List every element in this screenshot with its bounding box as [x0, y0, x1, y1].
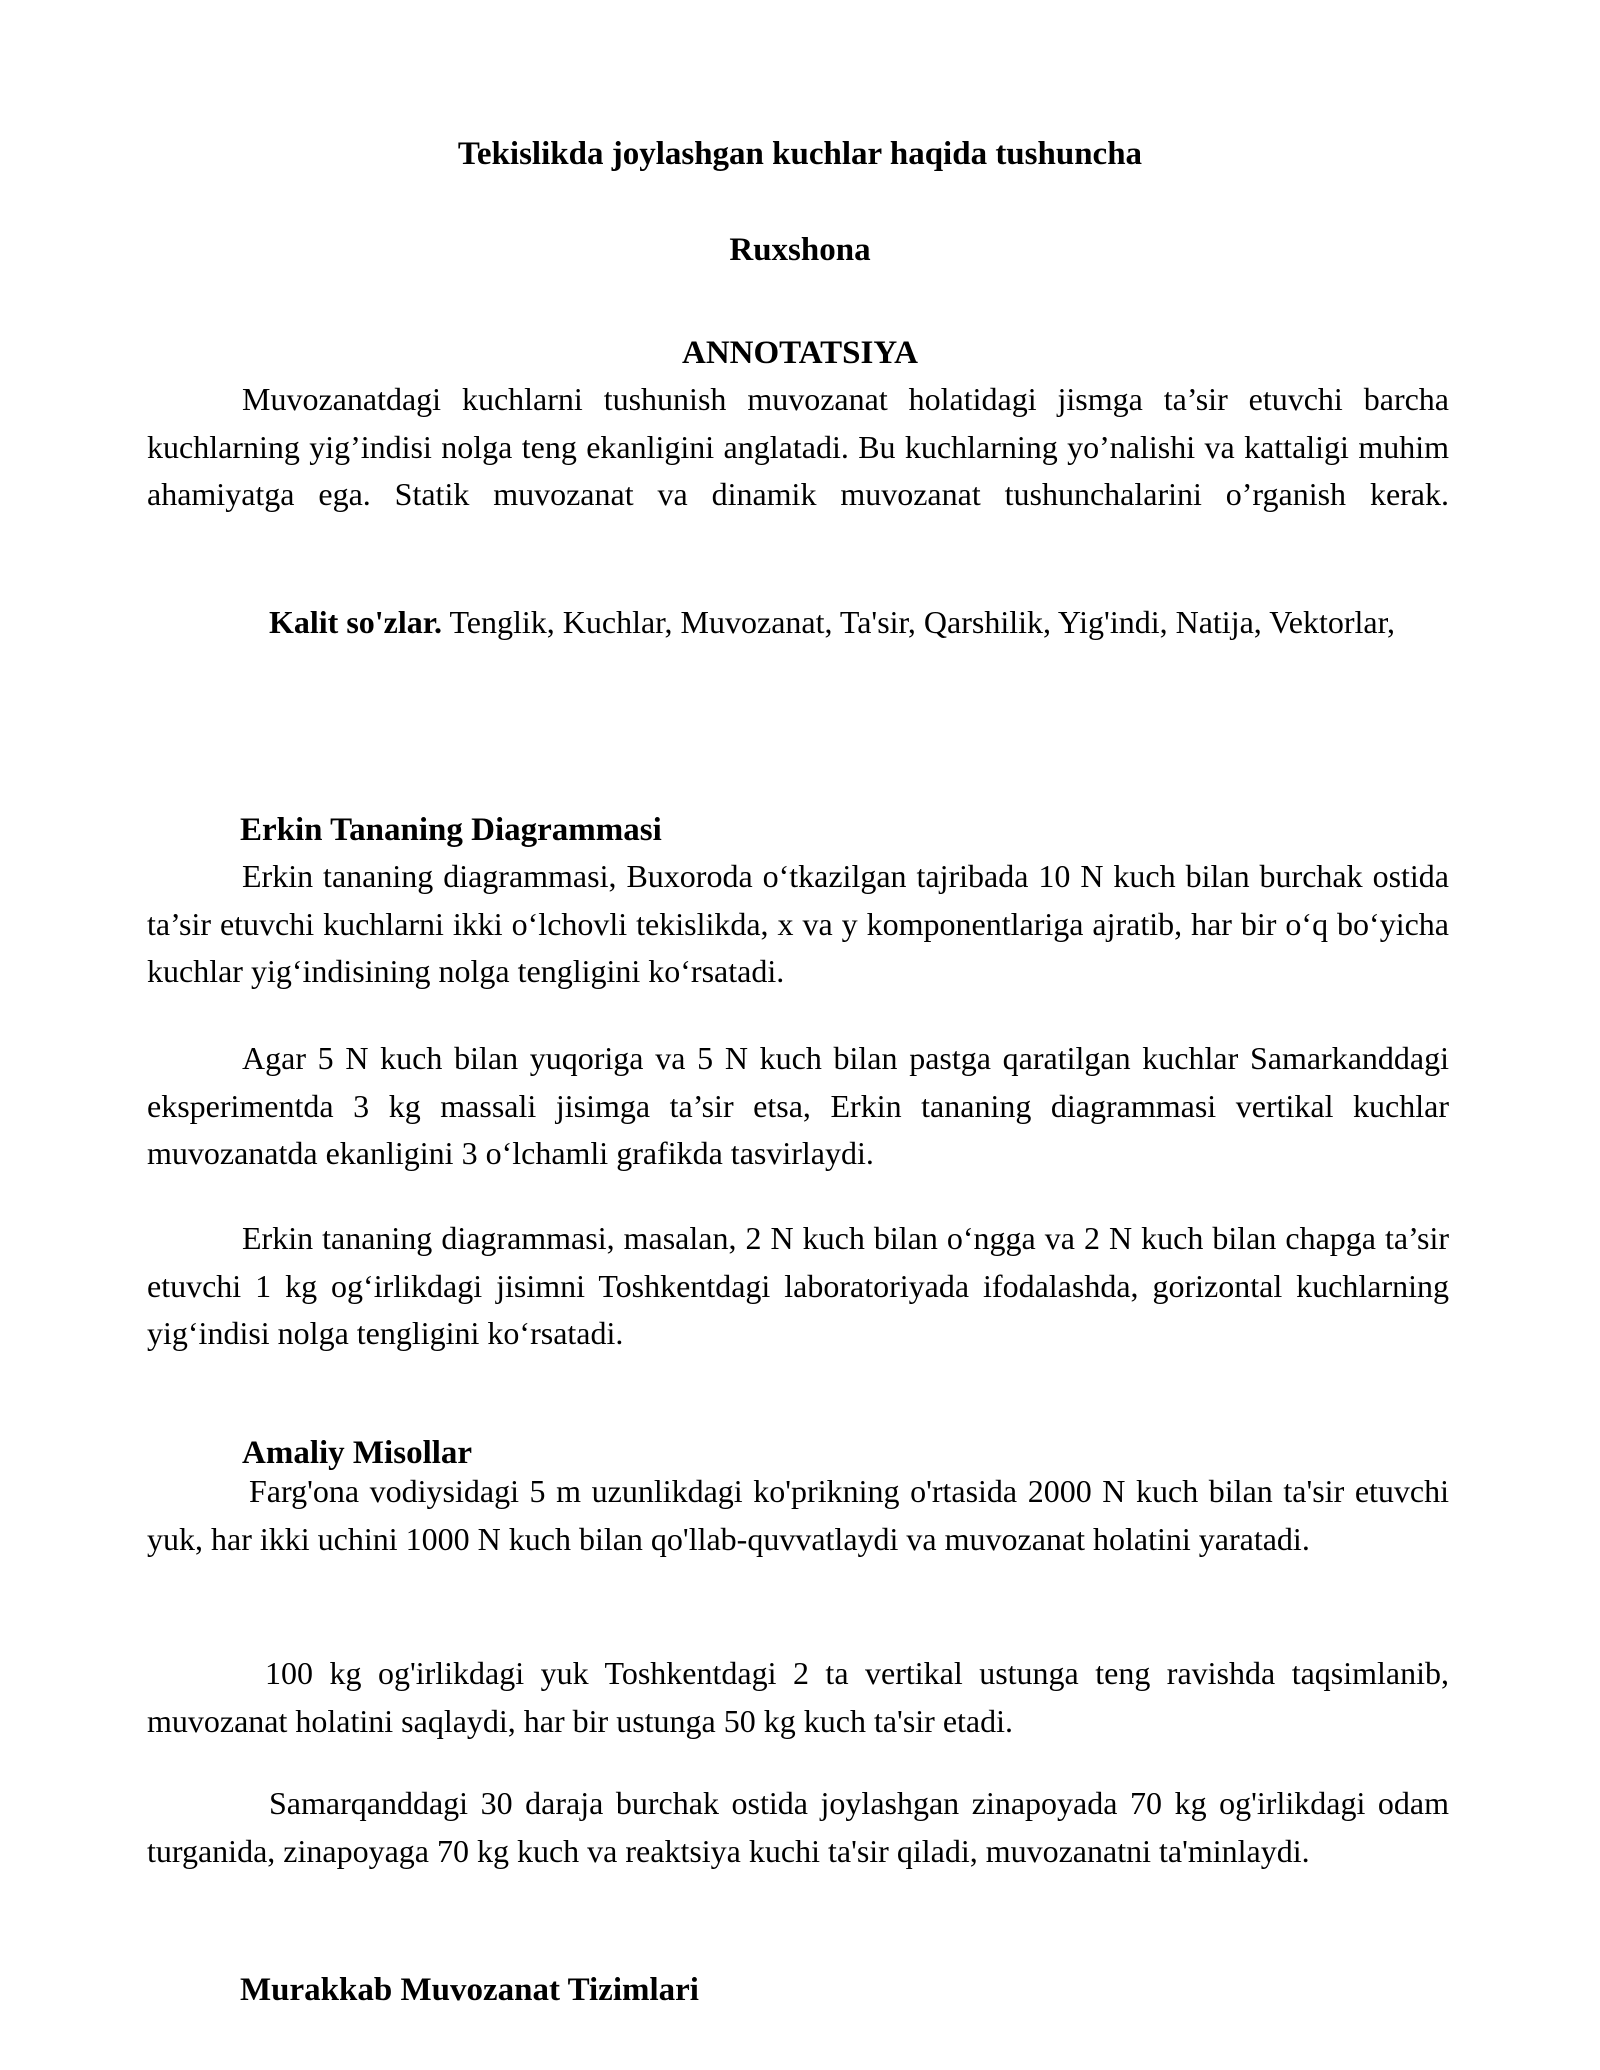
section-heading: Erkin Tananing Diagrammasi: [240, 812, 662, 848]
section-heading: Amaliy Misollar: [242, 1435, 473, 1471]
section-paragraph: Agar 5 N kuch bilan yuqoriga va 5 N kuch bilan pastga qaratilgan kuchlar Samarkanddagi eksperimentda 3 kg massali jisimga ta’sir etsa, Erkin tananing diagrammasi vertikal kuchlar muvozanatda ekanligini 3 o‘lchamli grafikda tasvirlaydi.: [147, 1040, 1449, 1171]
annotation-paragraph: Muvozanatdagi kuchlarni tushunish muvozanat holatidagi jismga ta’sir etuvchi barcha kuchlarning yig’indisi nolga teng ekanligini anglatadi. Bu kuchlarning yo’nalishi va kattaligi muhim ahamiyatga ega. Statik muvozanat va dinamik muvozanat tushunchalarini o’rganish kerak.: [147, 381, 1449, 512]
section-paragraph: Farg'ona vodiysidagi 5 m uzunlikdagi ko'prikning o'rtasida 2000 N kuch bilan ta'sir etuvchi yuk, har ikki uchini 1000 N kuch bilan qo'llab-quvvatlaydi va muvozanat holatini yaratadi.: [147, 1473, 1449, 1557]
author-name: Ruxshona: [729, 232, 871, 268]
document-title: Tekislikda joylashgan kuchlar haqida tushuncha: [457, 136, 1143, 172]
section-paragraph: 100 kg og'irlikdagi yuk Toshkentdagi 2 ta vertikal ustunga teng ravishda taqsimlanib, muvozanat holatini saqlaydi, har bir ustunga 50 kg kuch ta'sir etadi.: [147, 1655, 1449, 1739]
keywords-list: Tenglik, Kuchlar, Muvozanat, Ta'sir, Qarshilik, Yig'indi, Natija, Vektorlar,: [442, 604, 1395, 640]
section-paragraph: Erkin tananing diagrammasi, Buxoroda o‘tkazilgan tajribada 10 N kuch bilan burchak ostida ta’sir etuvchi kuchlarni ikki o‘lchovli tekislikda, x va y komponentlariga ajratib, har bir o‘q bo‘yicha kuchlar yig‘indisining nolga tengligini ko‘rsatadi.: [147, 858, 1449, 989]
keywords-paragraph: [147, 599, 1449, 647]
section-heading: Murakkab Muvozanat Tizimlari: [240, 1972, 699, 2008]
section-paragraph: Erkin tananing diagrammasi, masalan, 2 N kuch bilan o‘ngga va 2 N kuch bilan chapga ta’sir etuvchi 1 kg og‘irlikdagi jisimni Toshkentdagi laboratoriyada ifodalashda, gorizontal kuchlarning yig‘indisi nolga tengligini ko‘rsatadi.: [147, 1220, 1449, 1351]
section-paragraph: Samarqanddagi 30 daraja burchak ostida joylashgan zinapoyada 70 kg og'irlikdagi odam turganida, zinapoyaga 70 kg kuch va reaktsiya kuchi ta'sir qiladi, muvozanatni ta'minlaydi.: [147, 1785, 1449, 1869]
keywords-label: Kalit so'zlar.: [269, 604, 443, 640]
annotation-heading: ANNOTATSIYA: [682, 335, 918, 371]
